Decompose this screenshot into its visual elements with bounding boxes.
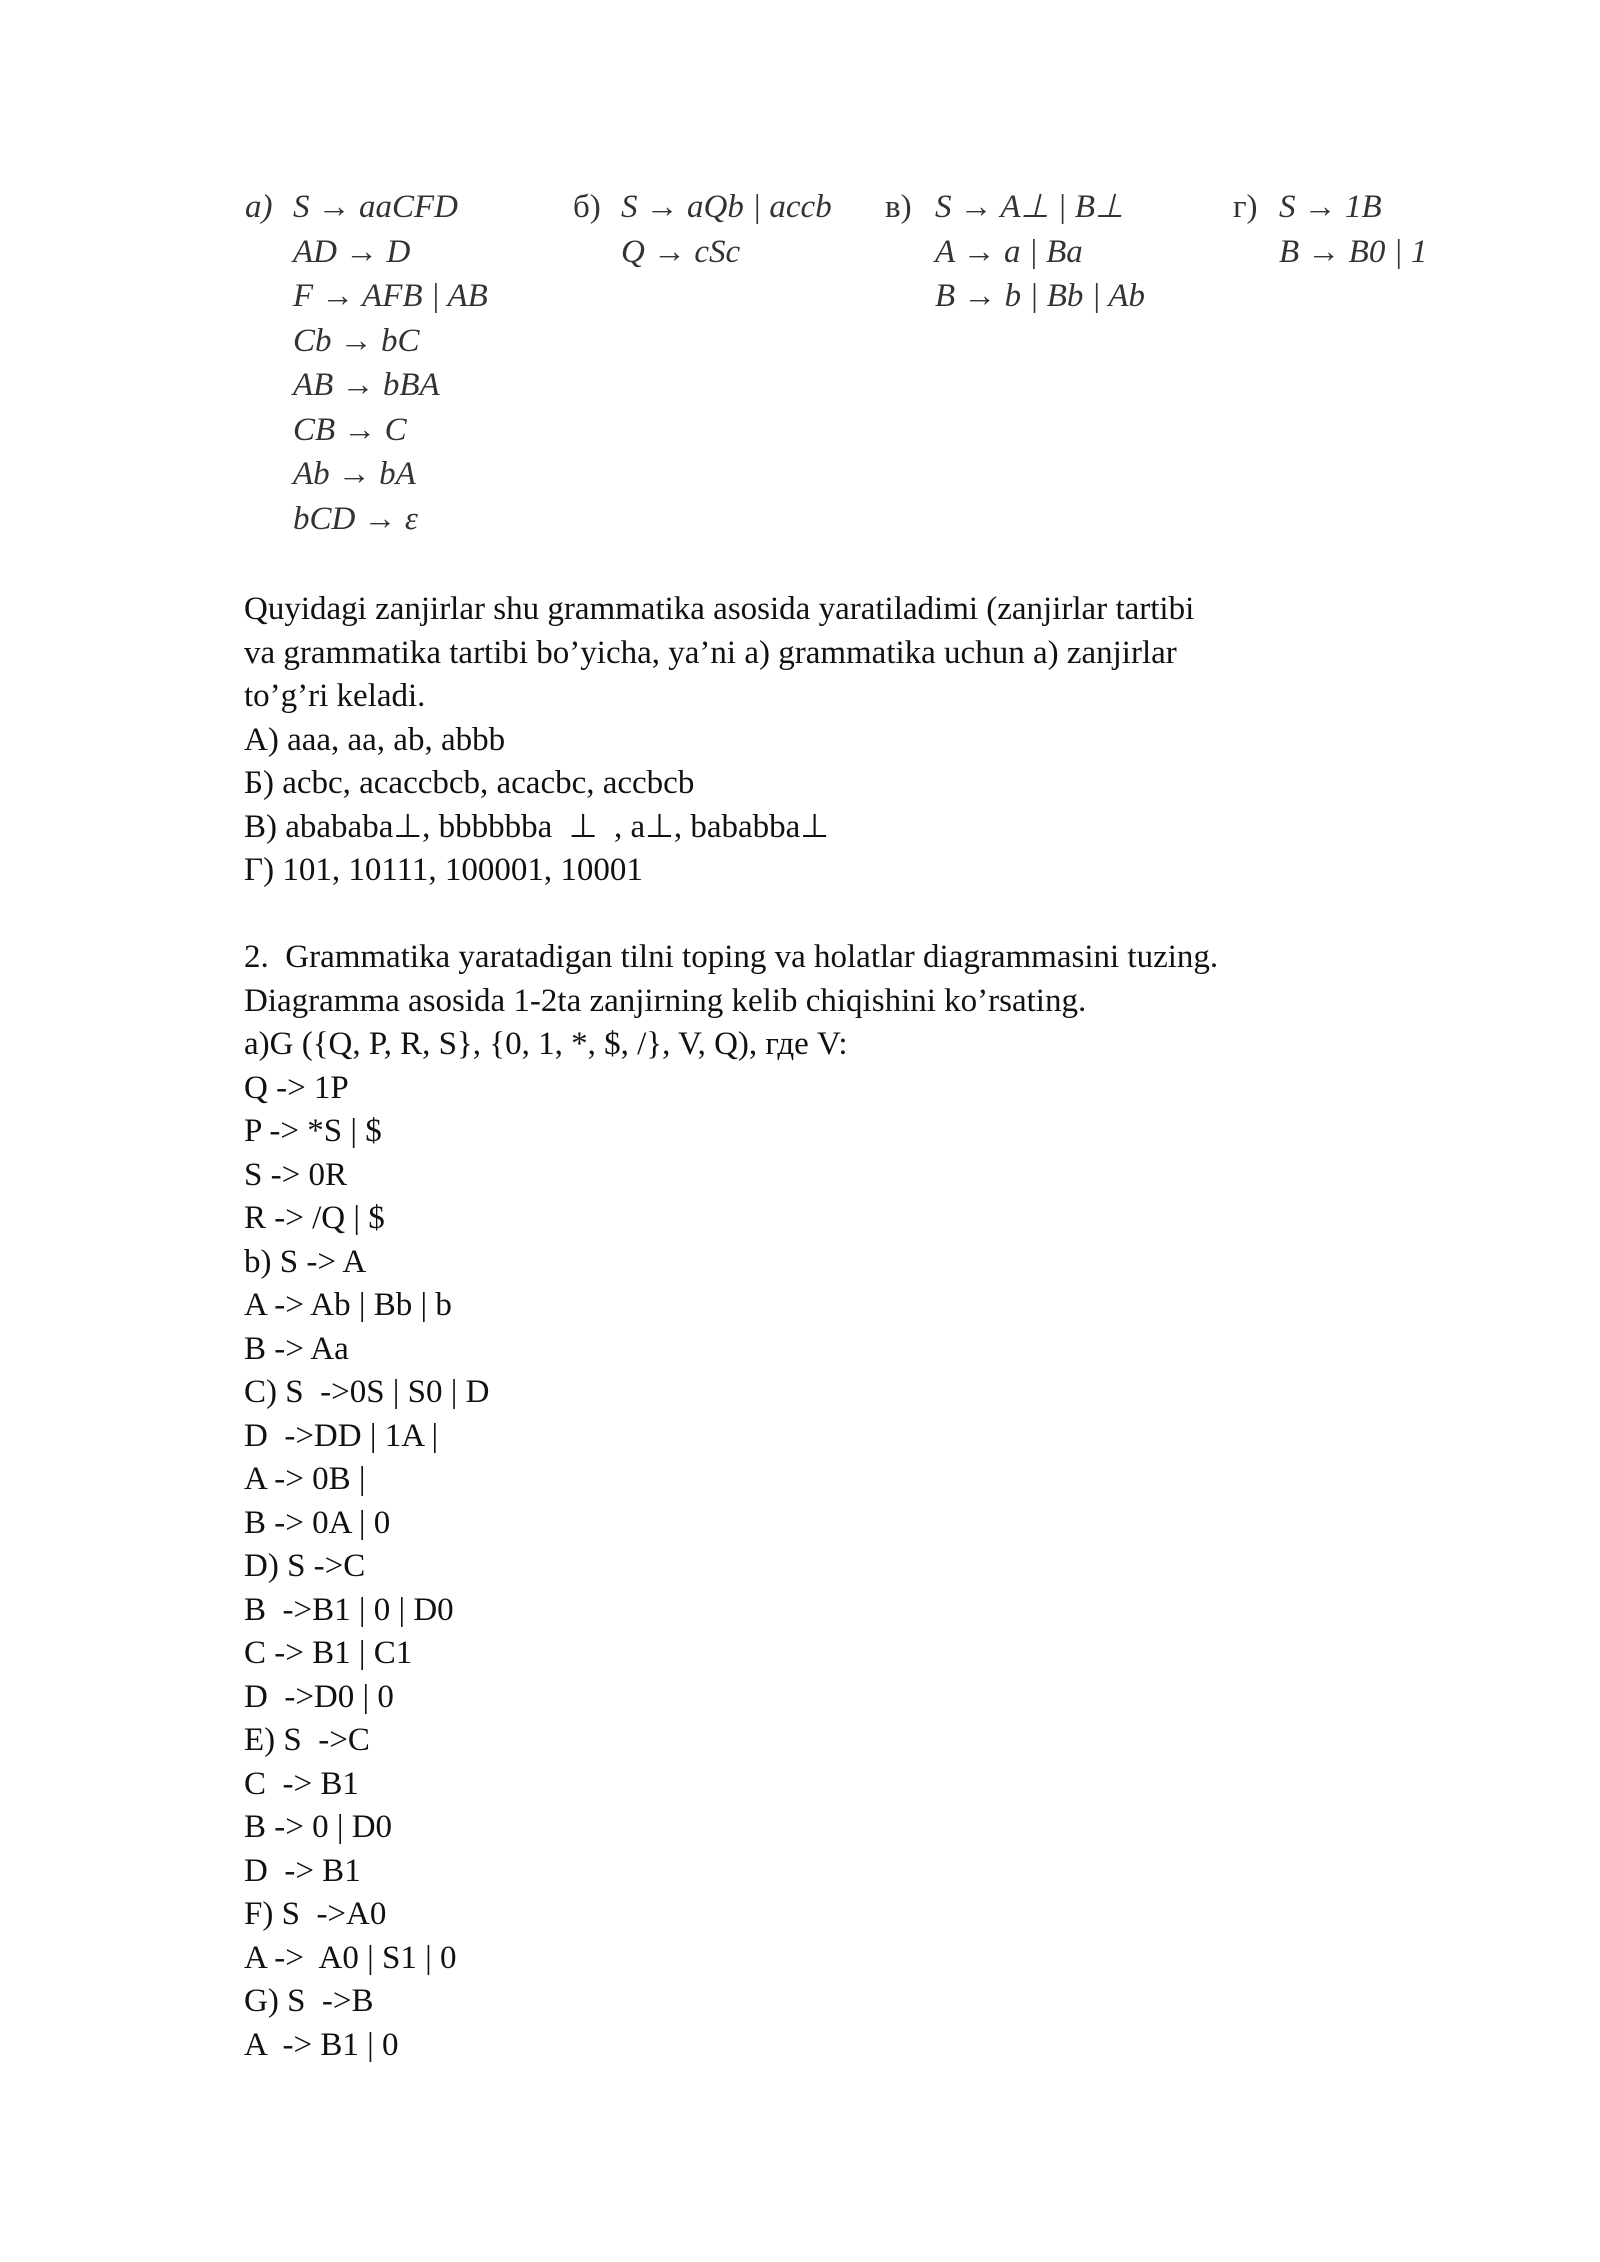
grammar-rule: A → a | Ba bbox=[935, 233, 1083, 270]
answer-line: Б) acbc, acaccbcb, acacbc, accbcb bbox=[244, 765, 695, 801]
rule-line: B -> 0A | 0 bbox=[244, 1504, 391, 1541]
rule-line: C -> B1 | C1 bbox=[244, 1635, 413, 1671]
grammar-g-letter: г) bbox=[1233, 189, 1258, 225]
task-heading: 2. Grammatika yaratadigan tilni toping va holatlar diagrammasini tuzing. bbox=[244, 939, 1219, 975]
rule-line: A -> Ab | Bb | b bbox=[244, 1287, 452, 1323]
rule-line: D -> B1 bbox=[244, 1852, 361, 1889]
question-line: va grammatika tartibi bo’yicha, ya’ni a) grammatika uchun a) zanjirlar bbox=[244, 634, 1177, 671]
grammar-rule: CB → C bbox=[293, 411, 407, 448]
rule-line: D ->D0 | 0 bbox=[244, 1678, 394, 1715]
rule-line: A -> A0 | S1 | 0 bbox=[244, 1939, 457, 1976]
grammar-b-letter: б) bbox=[573, 189, 601, 225]
rule-line: E) S ->C bbox=[244, 1722, 370, 1758]
grammar-rule: bCD → ε bbox=[293, 500, 418, 537]
rule-line: G) S ->B bbox=[244, 1983, 374, 2019]
grammar-rule: S → A⊥ | B⊥ bbox=[935, 189, 1124, 225]
rule-line: Q -> 1P bbox=[244, 1069, 349, 1106]
grammar-v-letter: в) bbox=[885, 189, 912, 225]
grammar-a-rules bbox=[293, 185, 488, 541]
rule-line: C) S ->0S | S0 | D bbox=[244, 1374, 490, 1410]
grammar-a-letter: а) bbox=[245, 189, 273, 225]
grammar-rule: S → aaCFD bbox=[293, 189, 458, 225]
answer-line: В) abababa⊥, bbbbbba ⊥ , a⊥, bababba⊥ bbox=[244, 808, 830, 845]
rule-line: C -> B1 bbox=[244, 1765, 359, 1802]
document-body bbox=[244, 588, 1404, 2067]
task-heading: Diagramma asosida 1-2ta zanjirning kelib chiqishini ko’rsating. bbox=[244, 982, 1087, 1019]
rule-line: F) S ->A0 bbox=[244, 1896, 387, 1932]
grammar-g-rules bbox=[1279, 185, 1427, 274]
grammar-b-rules bbox=[621, 185, 832, 274]
rule-line: A -> 0B | bbox=[244, 1461, 366, 1497]
rule-line: A -> B1 | 0 bbox=[244, 2026, 399, 2063]
grammar-v-rules bbox=[935, 185, 1145, 319]
rule-line: B ->B1 | 0 | D0 bbox=[244, 1591, 454, 1628]
rule-line: a)G ({Q, P, R, S}, {0, 1, *, $, /}, V, Q), где V: bbox=[244, 1026, 848, 1062]
grammar-rule: Cb → bC bbox=[293, 322, 420, 359]
rule-line: R -> /Q | $ bbox=[244, 1200, 385, 1236]
question-line: to’g’ri keladi. bbox=[244, 678, 426, 714]
grammar-rule: S → aQb | accb bbox=[621, 189, 832, 225]
grammar-rule: F → AFB | AB bbox=[293, 278, 488, 314]
rule-line: D ->DD | 1A | bbox=[244, 1417, 439, 1454]
question-line: Quyidagi zanjirlar shu grammatika asosida yaratiladimi (zanjirlar tartibi bbox=[244, 591, 1195, 627]
grammar-rule: S → 1B bbox=[1279, 189, 1382, 225]
answer-line: А) aaa, aa, ab, abbb bbox=[244, 721, 506, 758]
grammar-rule: Ab → bA bbox=[293, 456, 416, 492]
grammar-table bbox=[245, 185, 1505, 545]
grammar-rule: B → B0 | 1 bbox=[1279, 233, 1428, 270]
rule-line: B -> Aa bbox=[244, 1330, 349, 1367]
rule-line: b) S -> A bbox=[244, 1243, 367, 1280]
rule-line: S -> 0R bbox=[244, 1156, 347, 1193]
answer-line: Г) 101, 10111, 100001, 10001 bbox=[244, 852, 643, 888]
grammar-rule: AB → bBA bbox=[293, 367, 440, 403]
grammar-rule: Q → cSc bbox=[621, 233, 741, 270]
grammar-rule: AD → D bbox=[293, 233, 411, 270]
blank-line bbox=[244, 893, 1404, 937]
rule-line: D) S ->C bbox=[244, 1548, 366, 1584]
rule-line: B -> 0 | D0 bbox=[244, 1809, 393, 1845]
rule-line: P -> *S | $ bbox=[244, 1113, 382, 1149]
grammar-rule: B → b | Bb | Ab bbox=[935, 278, 1146, 314]
